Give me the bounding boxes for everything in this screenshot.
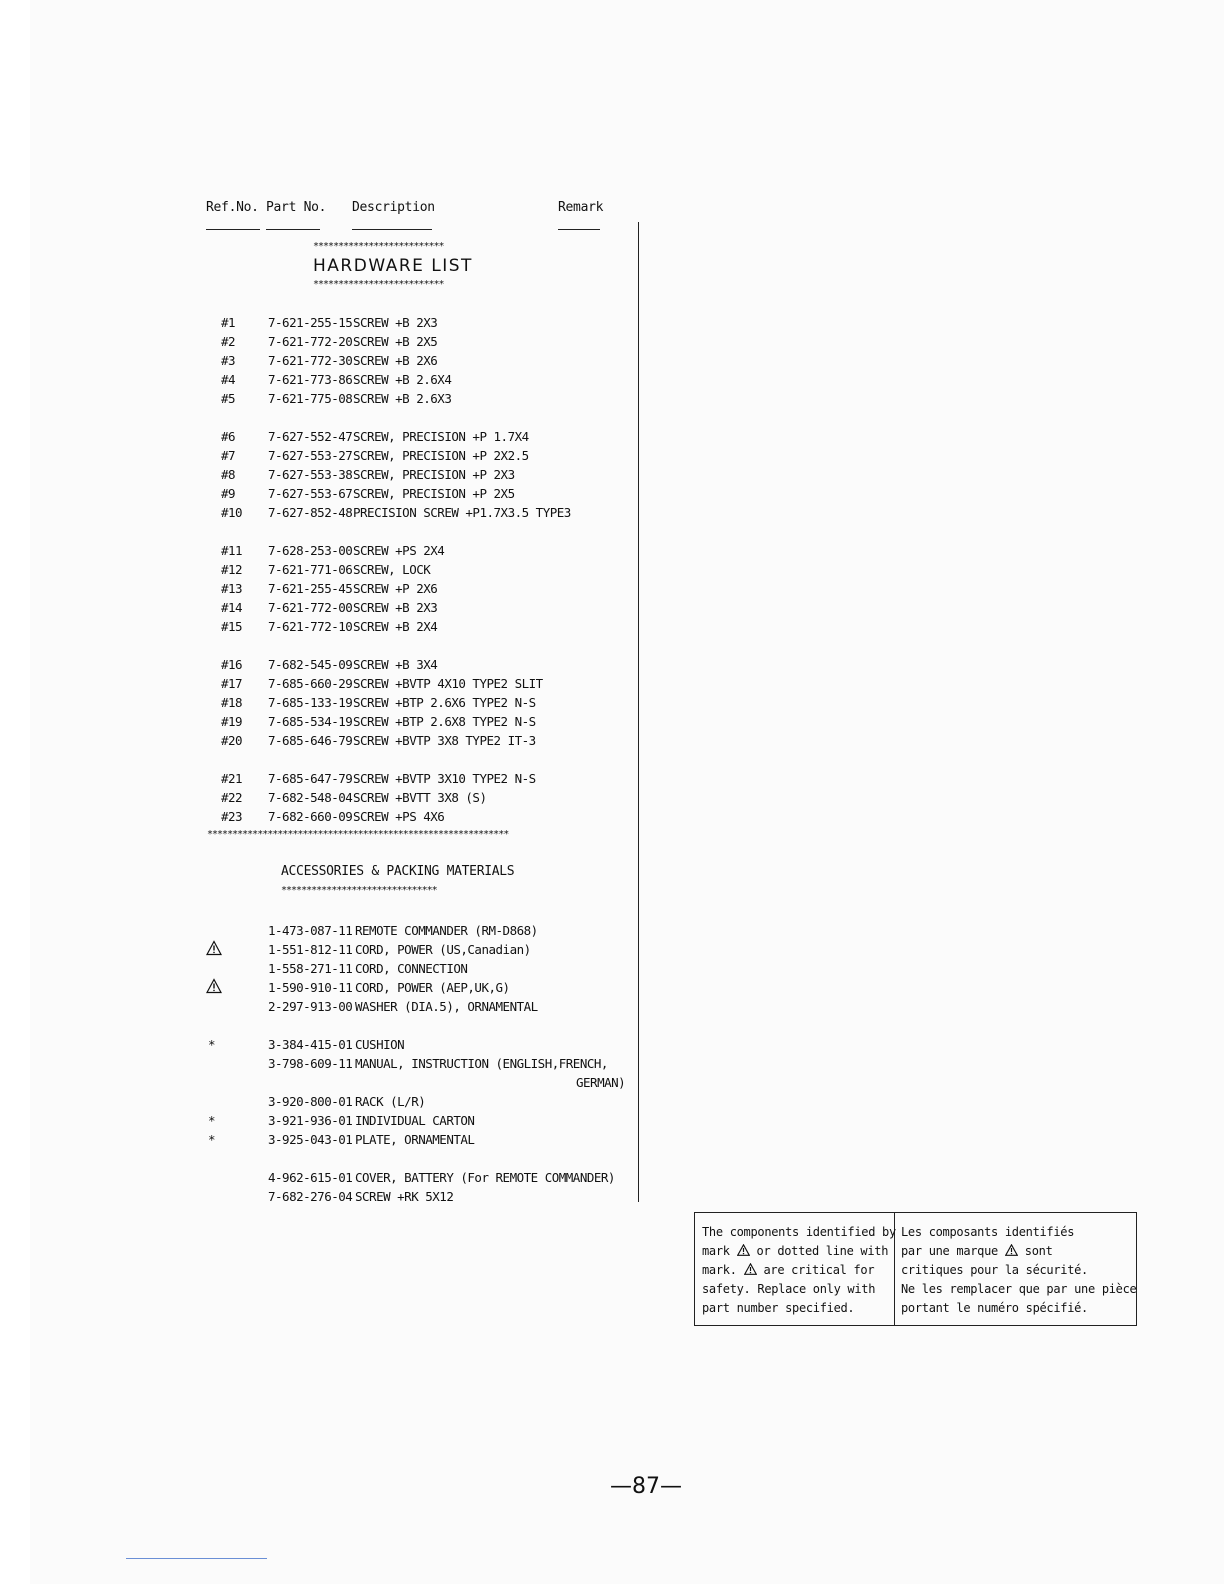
accessory-part-no: 3-925-043-01	[268, 1132, 353, 1147]
accessory-mark: *	[208, 1113, 216, 1128]
notice-fr-line-2	[901, 1242, 1137, 1261]
hardware-part-no: 7-682-660-09	[268, 809, 353, 824]
accessory-description: PLATE, ORNAMENTAL	[355, 1132, 475, 1147]
accessory-part-no: 2-297-913-00	[268, 999, 353, 1014]
accessories-stars: *******************************	[281, 885, 437, 896]
warning-triangle-icon	[206, 940, 222, 956]
hardware-description: SCREW +PS 4X6	[353, 809, 445, 824]
hardware-description: SCREW +BTP 2.6X6 TYPE2 N-S	[353, 695, 536, 710]
hardware-ref: #18	[221, 695, 243, 710]
hardware-stars-bottom: **************************	[313, 279, 444, 290]
hardware-part-no: 7-627-852-48	[268, 505, 353, 520]
accessory-description: CORD, POWER (US,Canadian)	[355, 942, 531, 957]
hardware-description: PRECISION SCREW +P1.7X3.5 TYPE3	[353, 505, 571, 520]
hardware-part-no: 7-628-253-00	[268, 543, 353, 558]
hardware-list-title: HARDWARE LIST	[313, 256, 473, 276]
hardware-part-no: 7-621-773-86	[268, 372, 353, 387]
hardware-description: SCREW, PRECISION +P 2X3	[353, 467, 515, 482]
page-number: —87—	[610, 1474, 682, 1499]
hardware-ref: #5	[221, 391, 236, 406]
rule-ref-no	[206, 229, 260, 230]
hardware-description: SCREW +B 2X6	[353, 353, 438, 368]
accessory-part-no: 3-384-415-01	[268, 1037, 353, 1052]
hardware-part-no: 7-685-646-79	[268, 733, 353, 748]
hardware-description: SCREW, PRECISION +P 2X2.5	[353, 448, 529, 463]
hardware-ref: #3	[221, 353, 236, 368]
accessory-description: COVER, BATTERY (For REMOTE COMMANDER)	[355, 1170, 615, 1185]
hardware-ref: #12	[221, 562, 243, 577]
accessory-description: CORD, CONNECTION	[355, 961, 468, 976]
header-description: Description	[352, 200, 435, 215]
hardware-ref: #2	[221, 334, 236, 349]
hardware-description: SCREW +PS 2X4	[353, 543, 445, 558]
hardware-ref: #13	[221, 581, 243, 596]
safety-notice-english	[695, 1213, 895, 1325]
hardware-stars-top: **************************	[313, 241, 444, 252]
header-part-no: Part No.	[266, 200, 327, 215]
hardware-description: SCREW +B 2X3	[353, 600, 438, 615]
hardware-description: SCREW +B 2X4	[353, 619, 438, 634]
hardware-ref: #1	[221, 315, 236, 330]
safety-notice-box	[694, 1212, 1137, 1326]
hardware-description: SCREW +P 2X6	[353, 581, 438, 596]
hardware-description: SCREW +B 2.6X3	[353, 391, 452, 406]
accessory-part-no: 1-473-087-11	[268, 923, 353, 938]
notice-en-line-2	[702, 1242, 894, 1261]
hardware-ref: #21	[221, 771, 243, 786]
hardware-description: SCREW, LOCK	[353, 562, 431, 577]
hardware-ref: #9	[221, 486, 236, 501]
hardware-part-no: 7-621-775-08	[268, 391, 353, 406]
hardware-part-no: 7-621-255-15	[268, 315, 353, 330]
accessories-title: ACCESSORIES & PACKING MATERIALS	[281, 864, 515, 879]
notice-en-line-2a: mark	[702, 1244, 737, 1258]
hardware-ref: #19	[221, 714, 243, 729]
header-remark: Remark	[558, 200, 604, 215]
blue-underline	[126, 1558, 267, 1559]
notice-fr-line-2a: par une marque	[901, 1244, 1005, 1258]
hardware-description: SCREW +B 2X3	[353, 315, 438, 330]
hardware-part-no: 7-621-771-06	[268, 562, 353, 577]
notice-en-line-3a: mark.	[702, 1263, 744, 1277]
hardware-ref: #23	[221, 809, 243, 824]
hardware-description: SCREW, PRECISION +P 1.7X4	[353, 429, 529, 444]
notice-en-line-4: safety. Replace only with	[702, 1282, 876, 1296]
hardware-part-no: 7-685-647-79	[268, 771, 353, 786]
hardware-part-no: 7-621-772-00	[268, 600, 353, 615]
hardware-part-no: 7-627-553-38	[268, 467, 353, 482]
warning-triangle-icon	[737, 1244, 750, 1256]
accessory-part-no: 3-921-936-01	[268, 1113, 353, 1128]
hardware-part-no: 7-627-553-67	[268, 486, 353, 501]
hardware-part-no: 7-621-772-30	[268, 353, 353, 368]
accessory-description: CORD, POWER (AEP,UK,G)	[355, 980, 510, 995]
warning-triangle-icon	[744, 1263, 757, 1275]
rule-description	[352, 229, 432, 230]
hardware-description: SCREW +BVTT 3X8 (S)	[353, 790, 487, 805]
rule-part-no	[266, 229, 320, 230]
header-ref-no: Ref.No.	[206, 200, 259, 215]
accessory-description: RACK (L/R)	[355, 1094, 426, 1109]
hardware-ref: #11	[221, 543, 243, 558]
hardware-divider: ************************************************************	[207, 829, 509, 840]
notice-en-line-5: part number specified.	[702, 1301, 855, 1315]
rule-remark	[558, 229, 600, 230]
hardware-ref: #8	[221, 467, 236, 482]
hardware-ref: #7	[221, 448, 236, 463]
notice-en-line-3	[702, 1261, 894, 1280]
accessory-mark: *	[208, 1132, 216, 1147]
hardware-description: SCREW +BVTP 3X8 TYPE2 IT-3	[353, 733, 536, 748]
accessory-description: INDIVIDUAL CARTON	[355, 1113, 475, 1128]
hardware-ref: #14	[221, 600, 243, 615]
accessory-description: REMOTE COMMANDER (RM-D868)	[355, 923, 538, 938]
accessory-part-no: 3-798-609-11	[268, 1056, 353, 1071]
accessory-part-no: 1-558-271-11	[268, 961, 353, 976]
hardware-ref: #15	[221, 619, 243, 634]
hardware-description: SCREW +BVTP 3X10 TYPE2 N-S	[353, 771, 536, 786]
hardware-part-no: 7-627-553-27	[268, 448, 353, 463]
hardware-part-no: 7-685-133-19	[268, 695, 353, 710]
hardware-ref: #16	[221, 657, 243, 672]
hardware-part-no: 7-621-772-20	[268, 334, 353, 349]
hardware-part-no: 7-685-534-19	[268, 714, 353, 729]
hardware-description: SCREW +B 3X4	[353, 657, 438, 672]
hardware-ref: #10	[221, 505, 243, 520]
hardware-description: SCREW +B 2.6X4	[353, 372, 452, 387]
hardware-ref: #17	[221, 676, 243, 691]
hardware-ref: #22	[221, 790, 243, 805]
notice-fr-line-4: Ne les remplacer que par une pièce	[901, 1282, 1137, 1296]
notice-fr-line-5: portant le numéro spécifié.	[901, 1301, 1088, 1315]
accessory-description: WASHER (DIA.5), ORNAMENTAL	[355, 999, 538, 1014]
accessory-description: SCREW +RK 5X12	[355, 1189, 454, 1204]
notice-en-line-2b: or dotted line with	[749, 1244, 889, 1258]
notice-fr-line-2b: sont	[1017, 1244, 1053, 1258]
accessory-part-no: 1-590-910-11	[268, 980, 353, 995]
hardware-description: SCREW +BTP 2.6X8 TYPE2 N-S	[353, 714, 536, 729]
hardware-part-no: 7-621-772-10	[268, 619, 353, 634]
warning-triangle-icon	[206, 978, 222, 994]
safety-notice-french	[895, 1213, 1137, 1325]
column-divider	[638, 222, 639, 1202]
hardware-part-no: 7-685-660-29	[268, 676, 353, 691]
accessory-mark: *	[208, 1037, 216, 1052]
hardware-description: SCREW +BVTP 4X10 TYPE2 SLIT	[353, 676, 543, 691]
accessory-description: CUSHION	[355, 1037, 405, 1052]
accessory-part-no: 7-682-276-04	[268, 1189, 353, 1204]
hardware-part-no: 7-682-548-04	[268, 790, 353, 805]
accessory-description-continued: GERMAN)	[576, 1075, 626, 1090]
hardware-ref: #6	[221, 429, 236, 444]
hardware-part-no: 7-621-255-45	[268, 581, 353, 596]
hardware-description: SCREW, PRECISION +P 2X5	[353, 486, 515, 501]
accessory-description: MANUAL, INSTRUCTION (ENGLISH,FRENCH,	[355, 1056, 608, 1071]
accessory-part-no: 4-962-615-01	[268, 1170, 353, 1185]
hardware-ref: #20	[221, 733, 243, 748]
notice-en-line-3b: are critical for	[756, 1263, 875, 1277]
accessory-part-no: 1-551-812-11	[268, 942, 353, 957]
accessory-part-no: 3-920-800-01	[268, 1094, 353, 1109]
page-background	[30, 0, 1224, 1584]
notice-fr-line-1: Les composants identifiés	[901, 1225, 1075, 1239]
hardware-description: SCREW +B 2X5	[353, 334, 438, 349]
warning-triangle-icon	[1005, 1244, 1018, 1256]
hardware-ref: #4	[221, 372, 236, 387]
hardware-part-no: 7-682-545-09	[268, 657, 353, 672]
notice-en-line-1: The components identified by	[702, 1225, 896, 1239]
hardware-part-no: 7-627-552-47	[268, 429, 353, 444]
notice-fr-line-3: critiques pour la sécurité.	[901, 1263, 1088, 1277]
